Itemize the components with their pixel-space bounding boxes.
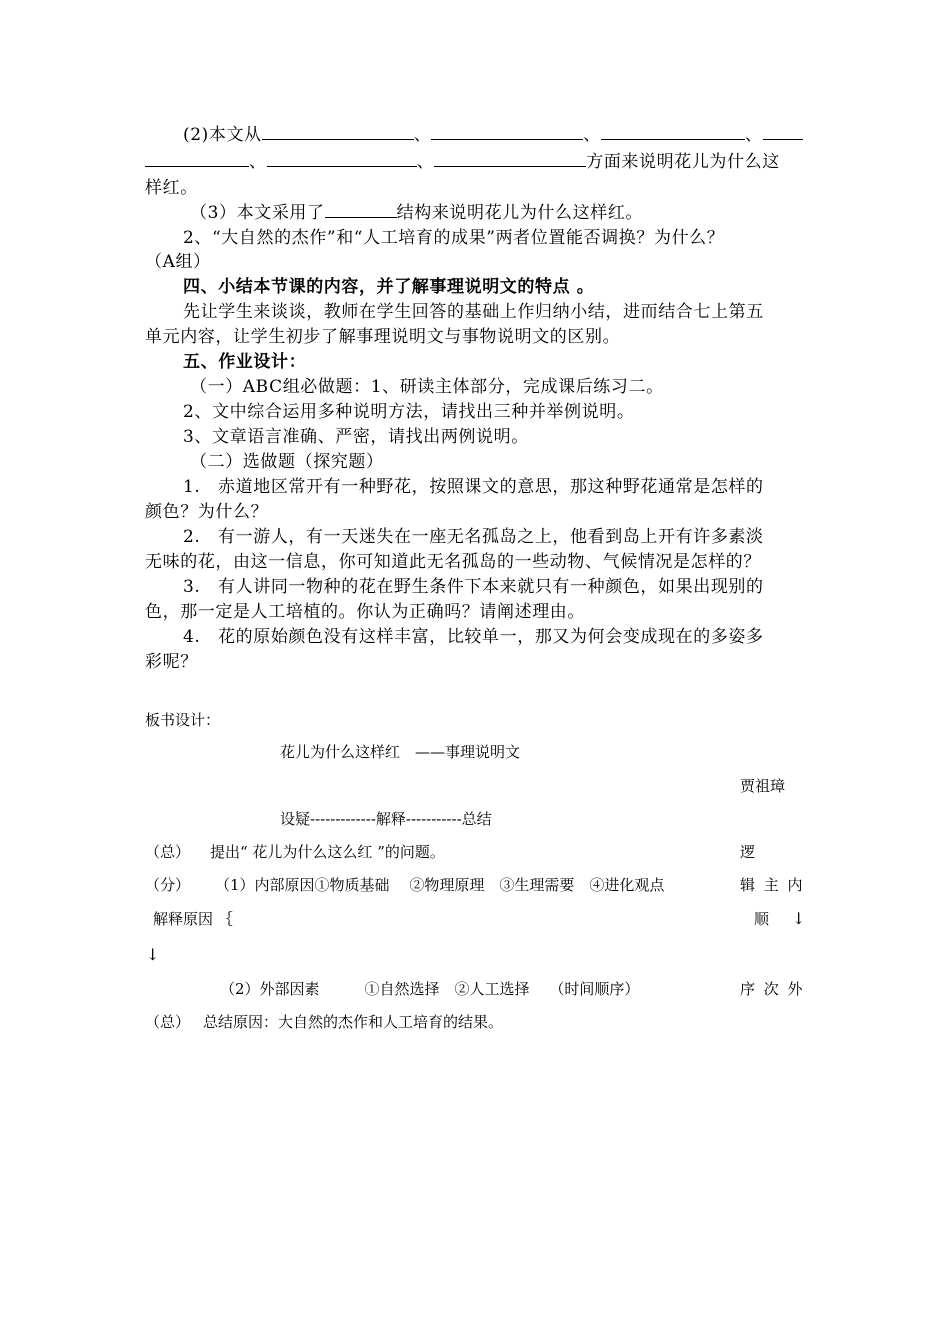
optional-item-1a: 1. 赤道地区常开有一种野花，按照课文的意思，那这种野花通常是怎样的 bbox=[183, 477, 764, 497]
board-label: 板书设计： bbox=[145, 711, 221, 729]
side-r5: 序 次 外 bbox=[740, 980, 803, 998]
board-title: 花儿为什么这样红 ——事理说明文 bbox=[280, 743, 521, 761]
fill-blank bbox=[262, 124, 414, 140]
optional-item-3b: 色，那一定是人工培植的。你认为正确吗？请阐述理由。 bbox=[145, 602, 585, 622]
q2-line3: 样红。 bbox=[145, 178, 198, 198]
optional-item-1b: 颜色？为什么？ bbox=[145, 502, 269, 522]
side-r1: 逻 bbox=[740, 843, 756, 861]
fill-blank bbox=[434, 151, 586, 167]
fill-blank bbox=[431, 124, 583, 140]
optional-item-2b: 无味的花，由这一信息，你可知道此无名孤岛的一些动物、气候情况是怎样的？ bbox=[145, 552, 761, 572]
fill-blank bbox=[325, 202, 397, 218]
fen-text: （1）内部原因①物质基础 ②物理原理 ③生理需要 ④进化观点 bbox=[215, 876, 665, 894]
separator: 、 bbox=[249, 152, 267, 172]
side-r2: 辑 主 内 bbox=[740, 876, 803, 894]
fill-blank bbox=[763, 124, 803, 140]
fill-blank bbox=[601, 124, 745, 140]
q4-line2: （A组） bbox=[145, 252, 211, 272]
q2-line1 bbox=[183, 123, 803, 147]
zong2-text: 总结原因：大自然的杰作和人工培育的结果。 bbox=[203, 1013, 504, 1031]
q2-line2 bbox=[145, 150, 780, 174]
separator: 、 bbox=[583, 125, 601, 145]
arrow-down-icon: ↓ bbox=[792, 909, 806, 928]
section4-para2: 单元内容，让学生初步了解事理说明文与事物说明文的区别。 bbox=[145, 327, 621, 347]
q3-suffix: 结构来说明花儿为什么这样红。 bbox=[396, 203, 644, 223]
optional-heading: （二）选做题（探究题） bbox=[190, 452, 384, 472]
optional-item-4a: 4. 花的原始颜色没有这样丰富，比较单一，那又为何会变成现在的多姿多 bbox=[183, 627, 764, 647]
arrow-down-icon: ↓ bbox=[146, 945, 160, 964]
fill-blank bbox=[267, 151, 417, 167]
section4-para1: 先让学生来谈谈，教师在学生回答的基础上作归纳小结，进而结合七上第五 bbox=[183, 302, 764, 322]
board-author: 贾祖璋 bbox=[740, 777, 786, 795]
optional-item-4b: 彩呢？ bbox=[145, 652, 198, 672]
board-flow: 设疑-------------解释-----------总结 bbox=[280, 810, 492, 828]
q3-line bbox=[190, 201, 643, 225]
q2-prefix: (2)本文从 bbox=[183, 125, 262, 145]
fill-blank bbox=[145, 151, 249, 167]
separator: 、 bbox=[413, 125, 432, 145]
separator: 、 bbox=[744, 125, 763, 145]
fen-tag: （分） bbox=[145, 876, 191, 894]
required-item-2: 2、文中综合运用多种说明方法，请找出三种并举例说明。 bbox=[183, 402, 635, 422]
section4-title: 四、小结本节课的内容，并了解事理说明文的特点 。 bbox=[183, 277, 595, 297]
zong1-tag: （总） bbox=[145, 843, 191, 861]
q3-prefix: （3）本文采用了 bbox=[190, 203, 325, 223]
optional-item-2a: 2. 有一游人，有一天迷失在一座无名孤岛之上，他看到岛上开有许多素淡 bbox=[183, 527, 764, 547]
explain-label: 解释原因 ｛ bbox=[153, 910, 233, 928]
optional-item-3a: 3. 有人讲同一物种的花在野生条件下本来就只有一种颜色，如果出现别的 bbox=[183, 577, 764, 597]
required-item-3: 3、文章语言准确、严密，请找出两例说明。 bbox=[183, 427, 529, 447]
q2-suffix: 方面来说明花儿为什么这 bbox=[586, 152, 780, 172]
zong1-text: 提出“ 花儿为什么这么红 ”的问题。 bbox=[210, 843, 445, 861]
side-r3: 顺 bbox=[754, 910, 770, 928]
q4-line1: 2、“大自然的杰作”和“人工培育的成果”两者位置能否调换？为什么？ bbox=[183, 228, 725, 248]
section5-title: 五、作业设计： bbox=[183, 352, 307, 372]
separator: 、 bbox=[416, 152, 435, 172]
zong2-tag: （总） bbox=[145, 1013, 191, 1031]
external-factors: （2）外部因素 ①自然选择 ②人工选择 （时间顺序） bbox=[220, 980, 640, 998]
required-heading: （一）ABC组必做题：1、研读主体部分，完成课后练习二。 bbox=[190, 377, 664, 397]
